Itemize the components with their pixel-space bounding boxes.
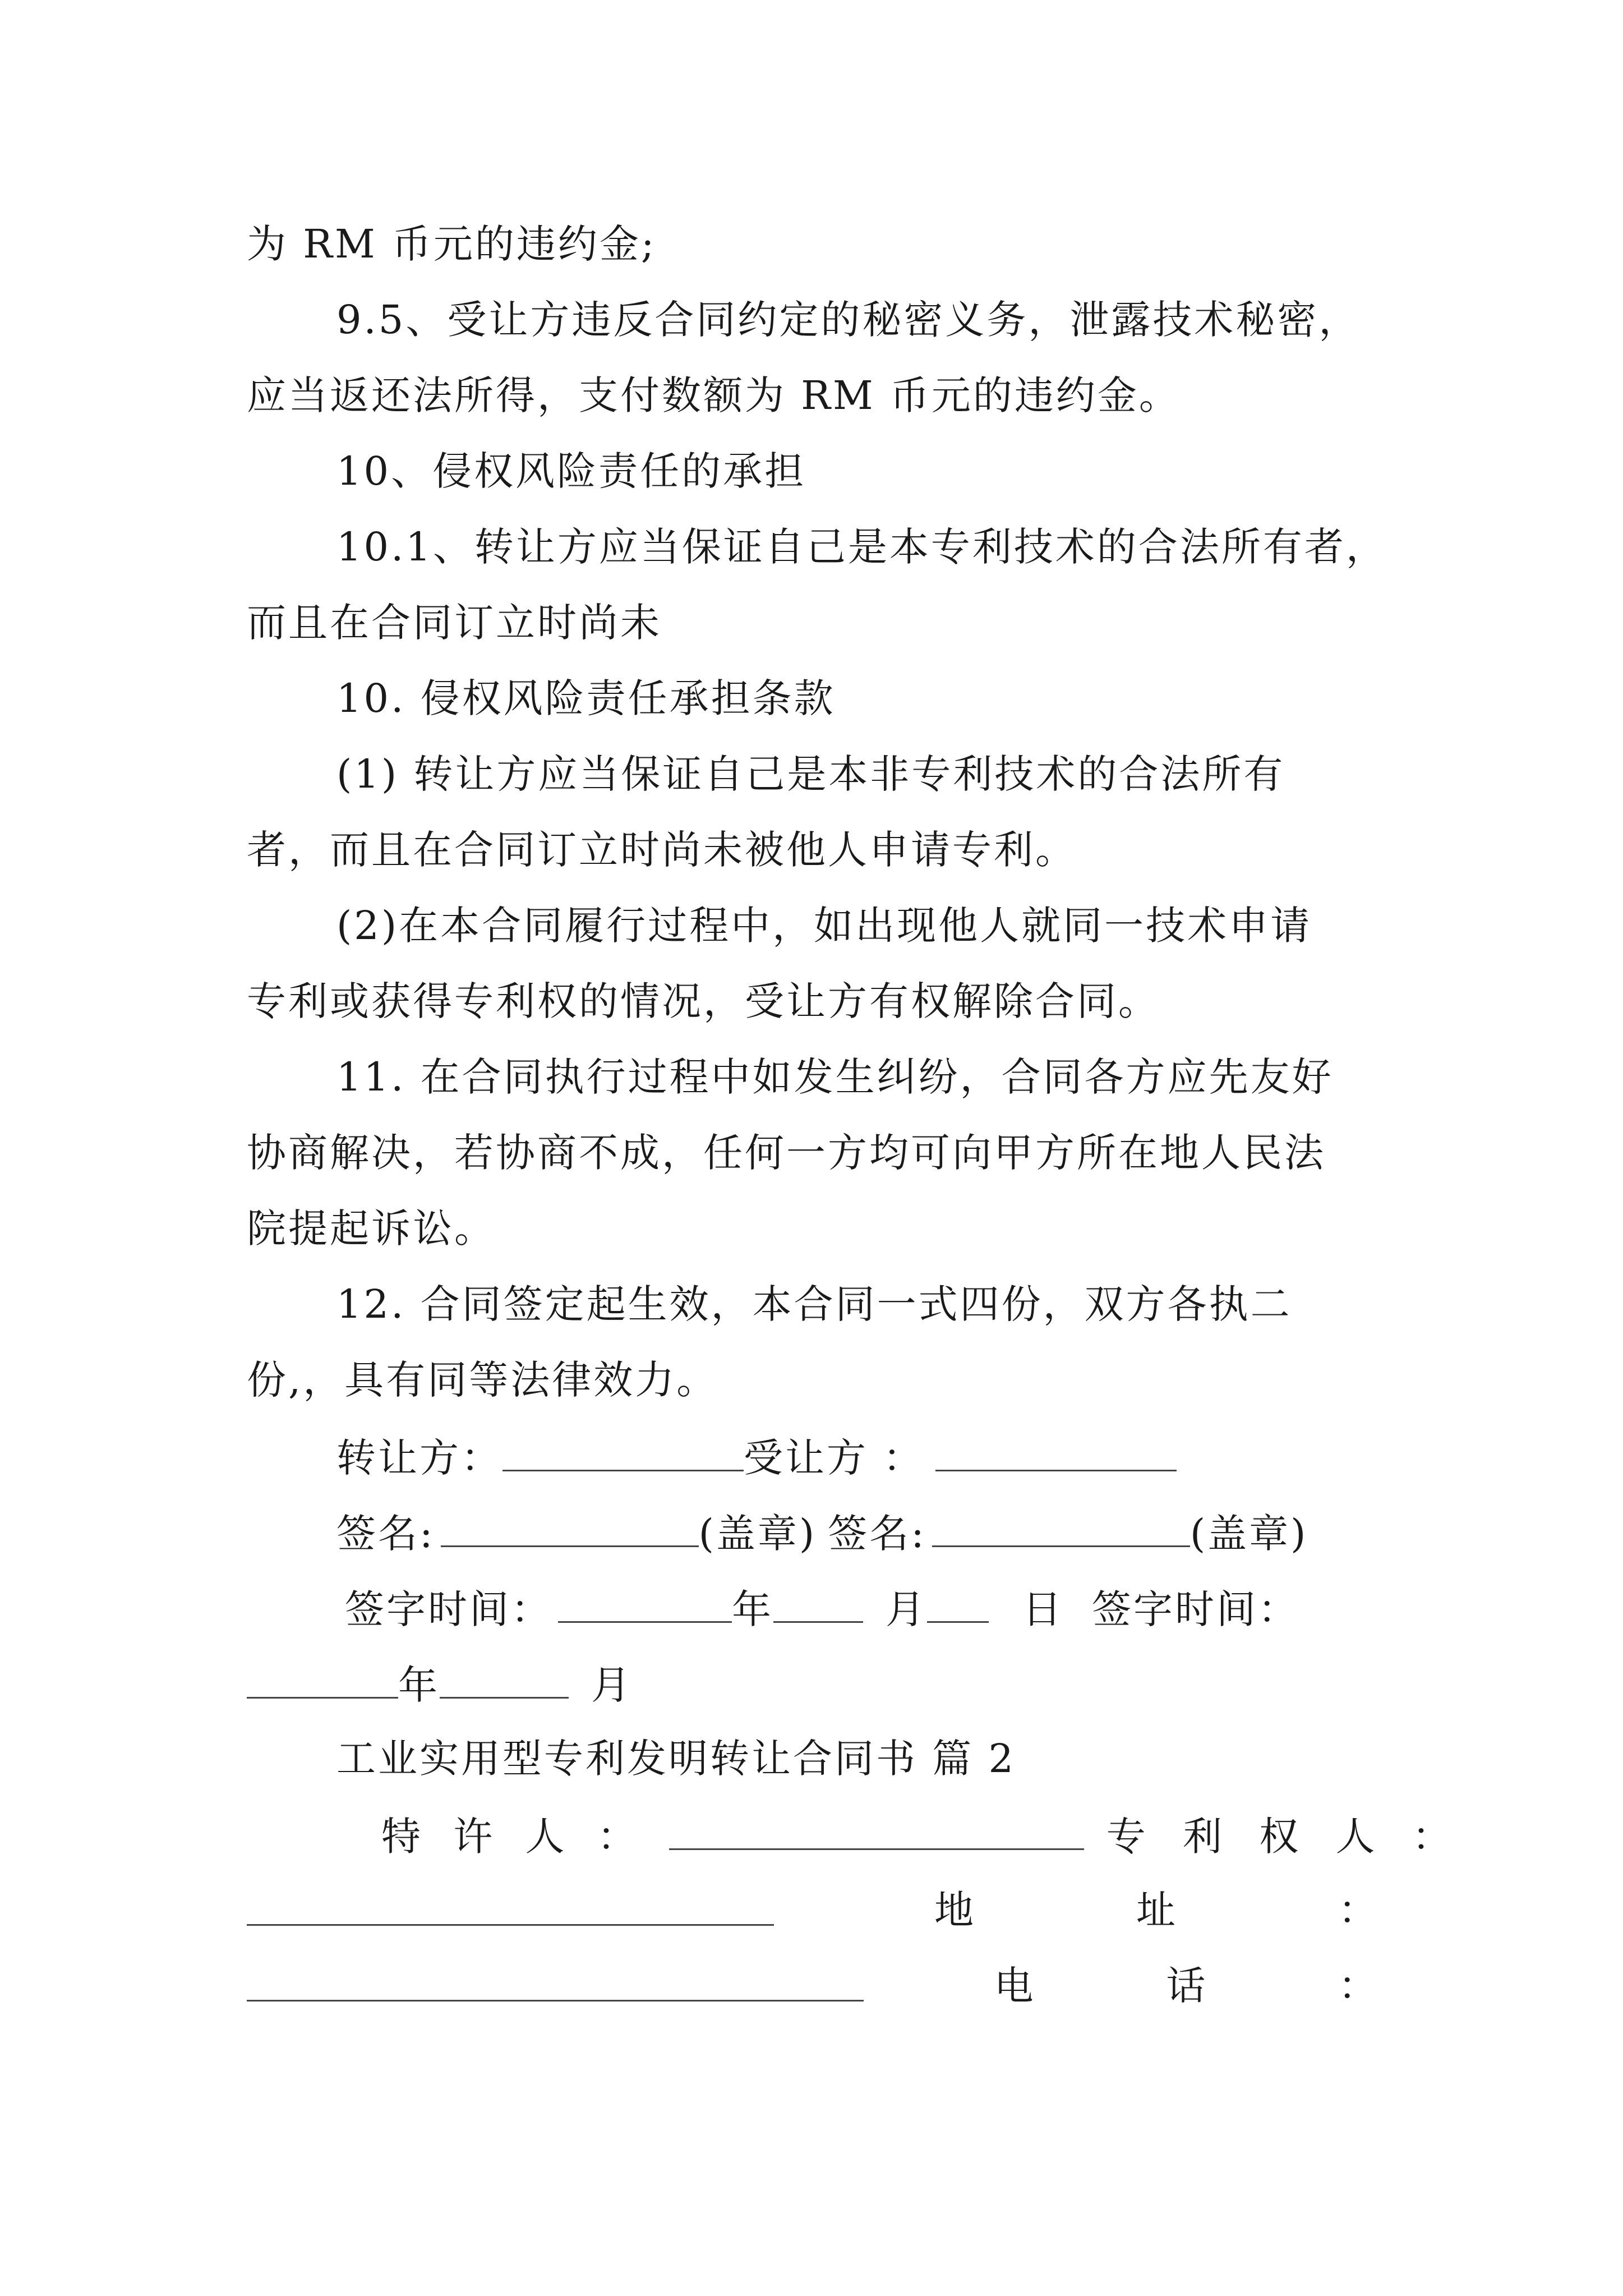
year-label-1: 年 [732,1586,773,1632]
phone-label-b: 话 [1166,1963,1208,2009]
signature-time-row-2 [247,1658,633,1710]
seal-label-2: (盖章) [1189,1511,1308,1557]
text-line: 9.5、受让方违反合同约定的秘密义务，泄露技术秘密， [336,297,1361,343]
phone-row [247,1961,1380,2011]
sign-label-1: 签名: [336,1511,435,1557]
address-label-a: 地 [934,1887,976,1933]
year-blank-2 [247,1658,398,1699]
licensor-label: 特 许 人 ： [381,1814,647,1860]
text-line: 应当返还法所得，支付数额为 RM 币元的违约金。 [247,372,1181,418]
text-line: 协商解决，若协商不成，任何一方均可向甲方所在地人民法 [247,1130,1326,1176]
patentee-label: 专 利 权 人 ： [1106,1814,1464,1860]
time-label-2: 签字时间： [1092,1586,1299,1632]
sign-blank-1 [441,1506,699,1547]
month-label-1: 月 [886,1586,927,1632]
transferee-blank [935,1430,1177,1471]
licensor-row [381,1809,1464,1862]
transferor-label: 转让方： [336,1435,502,1481]
address-blank [247,1961,864,2001]
section-title: 工业实用型专利发明转让合同书 篇 2 [336,1736,1016,1782]
day-blank-1 [927,1582,989,1623]
transferee-label: 受让方 ： [744,1435,925,1481]
text-line: 者，而且在合同订立时尚未被他人申请专利。 [247,827,1077,873]
text-line: (2)在本合同履行过程中，如出现他人就同一技术申请 [336,903,1312,949]
patentee-blank [247,1885,774,1926]
day-label-1: 日 [1022,1586,1064,1632]
text-line: 为 RM 币元的违约金; [247,221,657,267]
text-line: (1) 转让方应当保证自己是本非专利技术的合法所有 [336,751,1285,797]
month-blank-1 [773,1582,863,1623]
text-line: 11. 在合同执行过程中如发生纠纷，合同各方应先友好 [336,1054,1334,1100]
month-blank-2 [440,1658,569,1699]
licensor-blank [669,1809,1084,1850]
signature-parties-row [336,1430,1177,1483]
year-label-2: 年 [398,1662,440,1708]
text-line: 院提起诉讼。 [247,1205,496,1251]
phone-colon: ： [1338,1963,1380,2009]
address-label-b: 址 [1136,1887,1178,1933]
text-line: 12. 合同签定起生效，本合同一式四份，双方各执二 [336,1281,1292,1327]
text-line: 专利或获得专利权的情况，受让方有权解除合同。 [247,978,1160,1024]
address-colon: ： [1338,1887,1380,1933]
sign-label-2: 签名: [828,1511,926,1557]
address-row [247,1885,1380,1935]
signature-time-row [345,1582,1299,1635]
transferor-blank [502,1430,744,1471]
text-line: 份,，具有同等法律效力。 [247,1357,718,1403]
month-label-2: 月 [591,1662,633,1708]
section-heading: 10、侵权风险责任的承担 [336,448,806,494]
phone-label-a: 电 [994,1963,1036,2009]
year-blank-1 [558,1582,732,1623]
sign-blank-2 [932,1506,1190,1547]
seal-label-1: (盖章) [698,1511,817,1557]
time-label-1: 签字时间： [345,1586,552,1632]
text-line: 而且在合同订立时尚未 [247,600,662,646]
text-line: 10.1、转让方应当保证自己是本专利技术的合法所有者， [336,524,1387,570]
section-heading: 10. 侵权风险责任承担条款 [336,675,836,721]
signature-names-row [336,1506,1308,1559]
